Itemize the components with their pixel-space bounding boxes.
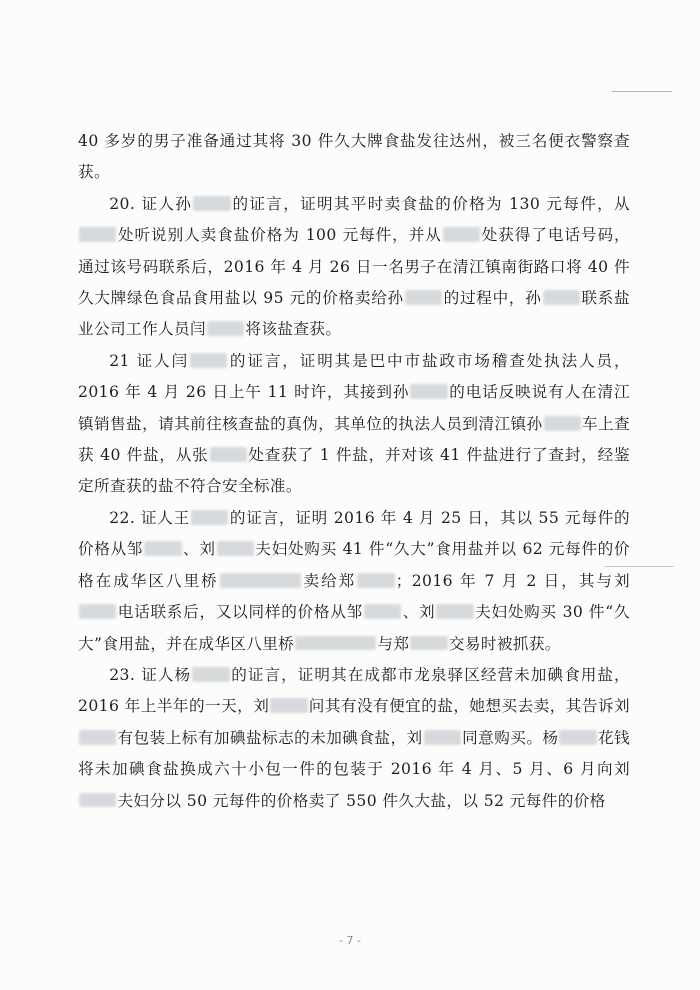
text-segment: 花钱将未加碘食盐换成六十小包一件的包装于 2016 年 4 月、5 月、6 月向刘: [78, 728, 630, 779]
redacted-text: [192, 667, 229, 682]
text-segment: 有包装上标有加碘盐标志的未加碘食盐，刘: [117, 728, 423, 747]
redacted-text: [144, 541, 181, 556]
text-segment: 问其有没有便宜的盐，她想买去卖，其告诉刘: [308, 697, 630, 716]
text-segment: 将该盐查获。: [245, 320, 342, 339]
redacted-text: [410, 636, 447, 651]
document-body: [78, 126, 630, 817]
text-segment: 的证言，证明 2016 年 4 月 25 日，其以 55 元每件的价格从邹: [78, 508, 630, 559]
redacted-text: [79, 604, 116, 619]
paragraph-21: [78, 346, 630, 503]
text-segment: 卖给郑: [301, 571, 357, 590]
redacted-text: [207, 321, 244, 336]
redacted-text: [443, 227, 480, 242]
text-segment: ；2016 年 7 月 2 日，其与刘: [395, 571, 630, 590]
page-number: - 7 -: [339, 934, 361, 947]
redacted-text: [191, 510, 228, 525]
text-segment: 、刘: [182, 540, 216, 559]
redacted-text: [190, 353, 227, 368]
text-segment: 处查获了 1 件盐，并对该 41 件盐进行了查封，经鉴定所查获的盐不符合安全标准。: [78, 446, 630, 496]
text-segment: 21 证人闫: [109, 351, 190, 370]
redacted-text: [544, 416, 581, 431]
text-segment: 20. 证人孙: [109, 194, 193, 213]
text-segment: 处获得了电话号码，通过该号码联系后，2016 年 4 月 26 日一名男子在清江镇南街路口将 40 件久大牌绿色食品食用盐以 95 元的价格卖给孙: [78, 226, 630, 308]
text-segment: 夫妇分以 50 元每件的价格卖了 550 件久大盐，以 52 元每件的价格: [117, 791, 606, 810]
redacted-text: [295, 636, 376, 651]
text-segment: 40 多岁的男子准备通过其将 30 件久大牌食盐发往达州，被三名便衣警察查获。: [78, 132, 630, 182]
text-segment: 夫妇处购买 30 件“久大”食用盐，并在成华区八里桥: [78, 603, 630, 653]
paragraph-22: [78, 503, 630, 660]
redacted-text: [543, 290, 580, 305]
redacted-text: [210, 447, 247, 462]
redacted-text: [270, 698, 307, 713]
redacted-text: [405, 290, 442, 305]
paragraph-23: [78, 660, 630, 817]
redacted-text: [79, 730, 116, 745]
redacted-text: [193, 196, 230, 211]
redacted-text: [424, 730, 461, 745]
redacted-text: [79, 227, 116, 242]
redacted-text: [79, 793, 116, 808]
redacted-text: [410, 384, 447, 399]
redacted-text: [436, 604, 473, 619]
redacted-text: [220, 573, 301, 588]
text-segment: 的过程中，孙: [443, 289, 542, 308]
text-segment: 同意购买。杨: [462, 728, 559, 747]
paragraph-20: [78, 189, 630, 346]
text-segment: 23. 证人杨: [109, 665, 192, 684]
text-segment: 的电话反映说有人在清江镇销售盐，请其前往核查盐的真伪，其单位的执法人员到清江镇孙: [78, 383, 630, 433]
redacted-text: [357, 573, 394, 588]
text-segment: 电话联系后，又以同样的价格从邹: [117, 603, 363, 622]
text-segment: 22. 证人王: [109, 508, 191, 527]
paragraph-continued: [78, 126, 630, 189]
text-segment: 的证言，证明其平时卖食盐的价格为 130 元每件，从: [231, 194, 630, 213]
redacted-text: [559, 730, 596, 745]
text-segment: 与郑: [377, 634, 410, 653]
redacted-text: [364, 604, 401, 619]
text-segment: 的证言，证明其在成都市龙泉驿区经营未加碘食用盐，2016 年上半年的一天，刘: [78, 665, 630, 716]
redacted-text: [217, 541, 254, 556]
text-segment: 的证言，证明其是巴中市盐政市场稽查处执法人员，2016 年 4 月 26 日上午 11 时许，其接到孙: [78, 351, 630, 402]
text-segment: 车上查获 40 件盐，从张: [78, 414, 630, 465]
text-segment: 交易时被抓获。: [448, 634, 561, 653]
text-segment: 夫妇处购买 41 件“久大”食用盐并以 62 元每件的价格在成华区八里桥: [78, 540, 630, 590]
scan-artifact: [612, 91, 672, 92]
text-segment: 、刘: [402, 603, 436, 622]
text-segment: 联系盐业公司工作人员闫: [78, 289, 630, 339]
text-segment: 处听说别人卖食盐价格为 100 元每件，并从: [117, 226, 442, 245]
